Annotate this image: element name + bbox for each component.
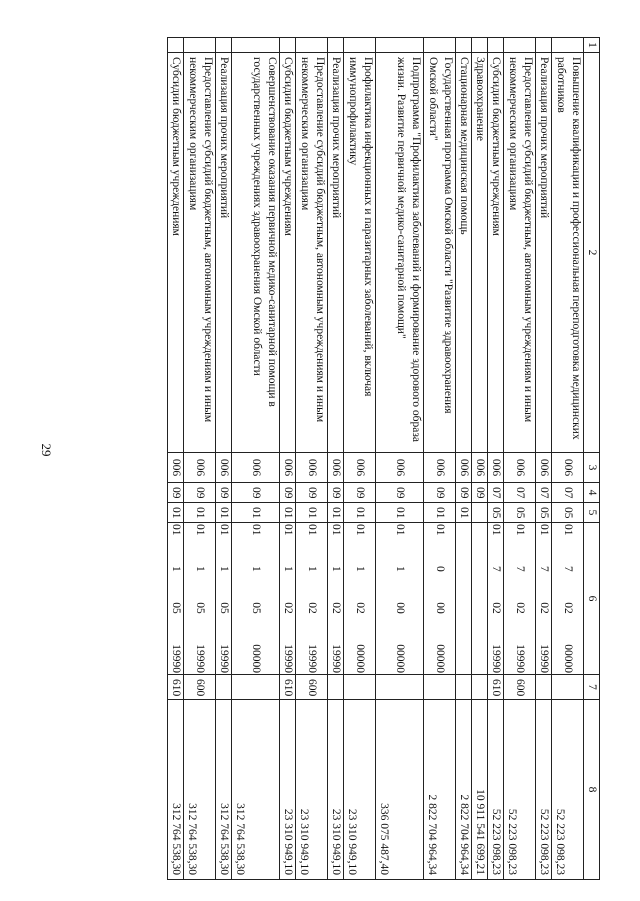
- csr-part-1: 01: [306, 524, 318, 536]
- row-pr: 05: [488, 503, 504, 523]
- csr-part-1: 01: [170, 524, 182, 536]
- row-index-cell: [376, 38, 424, 53]
- csr-part-3: 02: [282, 602, 294, 614]
- row-pr: 01: [280, 503, 296, 523]
- csr-part-1: 01: [538, 524, 550, 536]
- row-sum: 23 310 949,10: [344, 700, 376, 880]
- row-sum: 23 310 949,10: [328, 700, 344, 880]
- row-index-cell: [488, 38, 504, 53]
- csr-part-4: 19990: [194, 644, 206, 673]
- row-rz: 09: [344, 483, 376, 503]
- row-name: Повышение квалификации и профессиональная переподготовка медицинских работников: [552, 53, 584, 453]
- rotated-page: [90, 37, 600, 879]
- row-name: Реализация прочих мероприятий: [216, 53, 232, 453]
- csr-part-4: 19990: [170, 644, 182, 673]
- row-csr: [456, 523, 472, 675]
- csr-code: [488, 524, 503, 673]
- csr-part-4: 19990: [218, 644, 230, 673]
- row-name: Субсидии бюджетным учреждениям: [488, 53, 504, 453]
- row-grbs: 006: [184, 453, 216, 483]
- row-rz: 09: [424, 483, 456, 503]
- csr-part-3: 02: [562, 602, 574, 614]
- table-row: [472, 38, 488, 880]
- row-csr: [472, 523, 488, 675]
- table-row: [344, 38, 376, 880]
- row-name: Предоставление субсидий бюджетным, автономным учреждениям и иным некоммерческим организациям: [296, 53, 328, 453]
- csr-part-1: 01: [330, 524, 342, 536]
- row-rz: 09: [376, 483, 424, 503]
- header-col-1: 1: [584, 38, 600, 53]
- page-number: 29: [39, 443, 54, 457]
- row-index-cell: [184, 38, 216, 53]
- csr-part-1: 01: [514, 524, 526, 536]
- row-index-cell: [424, 38, 456, 53]
- table-row: [456, 38, 472, 880]
- row-index-cell: [536, 38, 552, 53]
- row-vr: [344, 675, 376, 700]
- csr-part-2: 7: [562, 566, 574, 572]
- row-grbs: 006: [472, 453, 488, 483]
- csr-part-2: 7: [538, 566, 550, 572]
- row-grbs: 006: [536, 453, 552, 483]
- csr-part-3: 05: [194, 602, 206, 614]
- row-grbs: 006: [168, 453, 184, 483]
- csr-part-2: 7: [490, 566, 502, 572]
- csr-code: [512, 524, 527, 673]
- row-pr: 01: [424, 503, 456, 523]
- header-col-2: 2: [584, 53, 600, 453]
- row-pr: 05: [504, 503, 536, 523]
- row-index-cell: [168, 38, 184, 53]
- header-col-8: 8: [584, 700, 600, 880]
- csr-part-3: 05: [218, 602, 230, 614]
- csr-part-4: 00000: [250, 644, 262, 673]
- row-index-cell: [456, 38, 472, 53]
- header-col-6: 6: [584, 523, 600, 675]
- csr-part-4: 00000: [354, 644, 366, 673]
- header-col-5: 5: [584, 503, 600, 523]
- csr-part-1: 01: [354, 524, 366, 536]
- table-header-row: [584, 38, 600, 880]
- row-vr: 600: [504, 675, 536, 700]
- row-grbs: 006: [456, 453, 472, 483]
- row-vr: [328, 675, 344, 700]
- budget-table: [167, 37, 600, 880]
- table-row: [504, 38, 536, 880]
- row-csr: [376, 523, 424, 675]
- row-index-cell: [296, 38, 328, 53]
- row-csr: [168, 523, 184, 675]
- csr-part-4: 00000: [562, 644, 574, 673]
- row-pr: 01: [168, 503, 184, 523]
- row-name: Предоставление субсидий бюджетным, автономным учреждениям и иным некоммерческим организациям: [184, 53, 216, 453]
- csr-part-1: 01: [490, 524, 502, 536]
- row-vr: 600: [296, 675, 328, 700]
- row-grbs: 006: [280, 453, 296, 483]
- table-row: [232, 38, 280, 880]
- row-rz: 09: [280, 483, 296, 503]
- row-sum: 2 822 704 964,34: [456, 700, 472, 880]
- csr-part-4: 19990: [538, 644, 550, 673]
- csr-part-2: 1: [394, 566, 406, 572]
- row-rz: 09: [184, 483, 216, 503]
- csr-part-2: 1: [282, 566, 294, 572]
- row-rz: 09: [216, 483, 232, 503]
- csr-part-4: 00000: [394, 644, 406, 673]
- csr-part-1: 01: [250, 524, 262, 536]
- row-rz: 09: [472, 483, 488, 503]
- row-grbs: 006: [552, 453, 584, 483]
- row-rz: 09: [232, 483, 280, 503]
- header-col-7: 7: [584, 675, 600, 700]
- csr-code: [280, 524, 295, 673]
- row-sum: 312 764 538,30: [168, 700, 184, 880]
- row-sum: 312 764 538,30: [216, 700, 232, 880]
- row-sum: 52 223 098,23: [504, 700, 536, 880]
- table-row: [424, 38, 456, 880]
- row-sum: 336 075 487,40: [376, 700, 424, 880]
- row-vr: [536, 675, 552, 700]
- csr-code: [168, 524, 183, 673]
- csr-part-4: 19990: [330, 644, 342, 673]
- csr-code: [216, 524, 231, 673]
- row-vr: [424, 675, 456, 700]
- row-index-cell: [344, 38, 376, 53]
- row-name: Профилактика инфекционных и паразитарных заболеваний, включая иммунопрофилактику: [344, 53, 376, 453]
- row-csr: [328, 523, 344, 675]
- csr-part-1: 01: [282, 524, 294, 536]
- csr-part-3: 05: [250, 602, 262, 614]
- csr-code: [432, 524, 447, 673]
- csr-part-1: 01: [194, 524, 206, 536]
- row-pr: 01: [376, 503, 424, 523]
- row-grbs: 006: [344, 453, 376, 483]
- header-col-3: 3: [584, 453, 600, 483]
- row-vr: 610: [280, 675, 296, 700]
- row-name: Предоставление субсидий бюджетным, автономным учреждениям и иным некоммерческим организациям: [504, 53, 536, 453]
- table-row: [328, 38, 344, 880]
- csr-code: [304, 524, 319, 673]
- row-grbs: 006: [376, 453, 424, 483]
- row-csr: [536, 523, 552, 675]
- csr-part-4: 19990: [490, 644, 502, 673]
- row-csr: [424, 523, 456, 675]
- row-vr: [456, 675, 472, 700]
- row-csr: [280, 523, 296, 675]
- csr-part-2: 0: [434, 566, 446, 572]
- row-rz: 07: [536, 483, 552, 503]
- row-sum: 2 822 704 964,34: [424, 700, 456, 880]
- csr-code: [248, 524, 263, 673]
- row-rz: 09: [296, 483, 328, 503]
- row-pr: [472, 503, 488, 523]
- row-vr: [232, 675, 280, 700]
- row-pr: 05: [536, 503, 552, 523]
- csr-part-1: 01: [218, 524, 230, 536]
- row-pr: 01: [456, 503, 472, 523]
- csr-part-2: 1: [194, 566, 206, 572]
- row-grbs: 006: [216, 453, 232, 483]
- row-sum: 10 911 541 699,21: [472, 700, 488, 880]
- row-vr: 610: [488, 675, 504, 700]
- csr-part-2: 7: [514, 566, 526, 572]
- row-name: Совершенствование оказания первичной медико-санитарной помощи в государственных учреждениях здравоохранения Омской области: [232, 53, 280, 453]
- csr-part-2: 1: [250, 566, 262, 572]
- csr-part-2: 1: [330, 566, 342, 572]
- row-name: Реализация прочих мероприятий: [536, 53, 552, 453]
- table-row: [184, 38, 216, 880]
- row-pr: 01: [232, 503, 280, 523]
- row-index-cell: [472, 38, 488, 53]
- row-grbs: 006: [296, 453, 328, 483]
- csr-part-3: 05: [170, 602, 182, 614]
- row-csr: [344, 523, 376, 675]
- row-name: Стационарная медицинская помощь: [456, 53, 472, 453]
- row-name: Субсидии бюджетным учреждениям: [168, 53, 184, 453]
- row-csr: [232, 523, 280, 675]
- row-grbs: 006: [488, 453, 504, 483]
- table-row: [536, 38, 552, 880]
- row-rz: 07: [504, 483, 536, 503]
- row-sum: 312 764 538,30: [232, 700, 280, 880]
- row-sum: 23 310 949,10: [280, 700, 296, 880]
- row-index-cell: [328, 38, 344, 53]
- row-vr: [216, 675, 232, 700]
- csr-part-1: 01: [394, 524, 406, 536]
- row-grbs: 006: [504, 453, 536, 483]
- row-name: Реализация прочих мероприятий: [328, 53, 344, 453]
- row-pr: 01: [296, 503, 328, 523]
- row-index-cell: [280, 38, 296, 53]
- row-name: Подпрограмма "Профилактика заболеваний и формирование здорового образа жизни. Развитие первичной медико-санитарной помощи": [376, 53, 424, 453]
- csr-code: [328, 524, 343, 673]
- csr-part-1: 01: [562, 524, 574, 536]
- row-sum: 312 764 538,30: [184, 700, 216, 880]
- row-vr: [376, 675, 424, 700]
- row-rz: 09: [328, 483, 344, 503]
- row-csr: [552, 523, 584, 675]
- table-row: [216, 38, 232, 880]
- row-sum: 52 223 098,23: [552, 700, 584, 880]
- row-pr: 01: [328, 503, 344, 523]
- row-grbs: 006: [232, 453, 280, 483]
- row-vr: [552, 675, 584, 700]
- row-vr: 610: [168, 675, 184, 700]
- row-csr: [488, 523, 504, 675]
- csr-part-3: 02: [490, 602, 502, 614]
- row-rz: 07: [552, 483, 584, 503]
- csr-part-3: 02: [538, 602, 550, 614]
- row-name: Субсидии бюджетным учреждениям: [280, 53, 296, 453]
- csr-part-3: 02: [514, 602, 526, 614]
- row-csr: [216, 523, 232, 675]
- csr-part-4: 19990: [306, 644, 318, 673]
- row-csr: [504, 523, 536, 675]
- row-vr: 600: [184, 675, 216, 700]
- row-pr: 01: [216, 503, 232, 523]
- table-row: [296, 38, 328, 880]
- row-name: Государственная программа Омской области "Развитие здравоохранения Омской области": [424, 53, 456, 453]
- row-vr: [472, 675, 488, 700]
- table-row: [168, 38, 184, 880]
- header-col-4: 4: [584, 483, 600, 503]
- row-name: Здравоохранение: [472, 53, 488, 453]
- row-index-cell: [504, 38, 536, 53]
- csr-part-2: 1: [218, 566, 230, 572]
- csr-part-3: 02: [306, 602, 318, 614]
- row-index-cell: [552, 38, 584, 53]
- table-row: [552, 38, 584, 880]
- row-rz: 09: [456, 483, 472, 503]
- csr-part-4: 19990: [282, 644, 294, 673]
- csr-code: [192, 524, 207, 673]
- row-sum: 23 310 949,10: [296, 700, 328, 880]
- table-row: [488, 38, 504, 880]
- row-sum: 52 223 098,23: [488, 700, 504, 880]
- csr-code: [536, 524, 551, 673]
- table-row: [376, 38, 424, 880]
- csr-part-4: 00000: [434, 644, 446, 673]
- row-index-cell: [216, 38, 232, 53]
- row-pr: 01: [344, 503, 376, 523]
- csr-part-2: 1: [306, 566, 318, 572]
- row-grbs: 006: [424, 453, 456, 483]
- csr-part-3: 02: [330, 602, 342, 614]
- csr-part-4: 19990: [514, 644, 526, 673]
- csr-code: [560, 524, 575, 673]
- row-pr: 01: [184, 503, 216, 523]
- row-rz: 07: [488, 483, 504, 503]
- row-grbs: 006: [328, 453, 344, 483]
- csr-part-3: 00: [394, 602, 406, 614]
- table-body: [168, 38, 584, 880]
- row-index-cell: [232, 38, 280, 53]
- csr-code: [392, 524, 407, 673]
- table-row: [280, 38, 296, 880]
- csr-part-2: 1: [170, 566, 182, 572]
- row-pr: 05: [552, 503, 584, 523]
- csr-code: [352, 524, 367, 673]
- csr-part-3: 02: [354, 602, 366, 614]
- csr-part-3: 00: [434, 602, 446, 614]
- csr-part-1: 01: [434, 524, 446, 536]
- row-csr: [184, 523, 216, 675]
- row-sum: 52 223 098,23: [536, 700, 552, 880]
- row-csr: [296, 523, 328, 675]
- csr-part-2: 1: [354, 566, 366, 572]
- row-rz: 09: [168, 483, 184, 503]
